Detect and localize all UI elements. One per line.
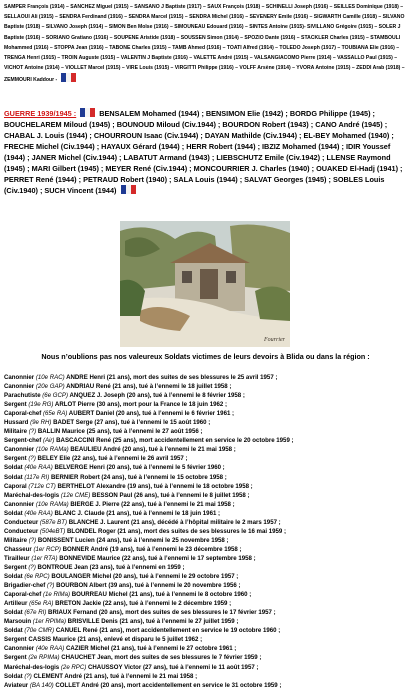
soldier-details: BONNER André (19 ans), tué à l’ennemi le 23 décembre 1958 ;	[60, 545, 242, 553]
top-names-text: SAMPER François (1914) – SANCHEZ Miguel (1915) – SANSANO J Baptiste (1917) – SAUX François (1918) – SCHINELLI Joseph (1916) – SEILLES Dominique (1918) – SELLAOUI Ali (1915) – SENDRA Ferdinand (1916) – SENDRA Marcel (1915) – SENDRA Michel (1916) – SEVENERY Emile (1916) – SIGWARTH Camille (1918) – SILVANO Baptiste (1918) – SILVANO Joseph (1914) – SIMON Ben Moïse (1916) – SIMOUNEAU Edouard (1916) – SINTES Antoine (1915)- SIVILLANO Grégoire (1915) – SOLER J Baptiste (1916) – SORIANO Gratiano (1916) – SOUPENE Aristide (1918) – SOUSSEN Simon (1914) – SPOZIO Dante (1916) – STACKLER Charles (1915) – STAMBOULI Mohammed (1916) – STOPPA Jean (1916) – TABONE Charles (1915) – TAMB Ahmed (1916) – TOATI Alfred (1914) – TOLEDO Joseph (1917) – TOUBIANA Elie (1916) – TRENGA Henri (1915) – TROIN Auguste (1915) – VALENTIN J Baptiste (1916) – VALETTE André (1915) – VALSANGIACOMO Pierre (1914) – VASSALLO Paul (1915) – VICHOT Antoine (1914) – VIOLLET Marcel (1915) – VIRE Louis (1915) – VIRGITTI Philippe (1916) – VOLFF Arsène (1914) – YVORA Antoine (1915) – ZEDDI Arab (1918) – ZEMMOURI Kaddour -	[4, 4, 405, 84]
soldier-unit: (6e RPC)	[22, 573, 50, 581]
memorial-photo	[120, 221, 290, 347]
soldier-unit: (12e CME)	[59, 491, 91, 499]
french-flag-icon	[61, 73, 76, 82]
soldier-rank: Marsouin	[4, 618, 32, 626]
soldier-unit: (?)	[22, 672, 32, 680]
soldier-unit: (?)	[27, 428, 37, 436]
soldier-unit: (65e RA)	[41, 410, 68, 418]
section-caption: Nous n’oublions pas nos valeureux Soldats victimes de leurs devoirs à Blida ou dans la région :	[41, 352, 370, 361]
soldier-rank: Sergent	[4, 636, 27, 644]
soldier-entry	[4, 554, 409, 563]
soldier-unit: (2e RPC)	[59, 663, 87, 671]
soldier-details: CAZIER Michel (21 ans), tué à l’ennemi le 27 octobre 1961 ;	[64, 645, 237, 653]
soldier-entry	[4, 536, 409, 545]
soldier-rank: Soldat	[4, 627, 23, 635]
soldier-rank: Caporal-chef	[4, 591, 42, 599]
soldier-details: BLANC J. Claude (21 ans), tué à l’ennemi le 18 juin 1961 ;	[52, 509, 221, 517]
soldier-details: BRISVILLE Denis (21 ans), tué à l’ennemi le 27 juillet 1959 ;	[65, 618, 239, 626]
soldier-unit: (?)	[27, 536, 37, 544]
soldier-entry	[4, 563, 409, 572]
soldier-details: BRETON Jackie (22 ans), tué à l’ennemi le 2 décembre 1959 ;	[53, 600, 232, 608]
soldier-rank: Soldat	[4, 573, 23, 581]
soldier-details: BONTROUE Jean (23 ans), tué à l’ennemi en 1959 ;	[35, 563, 185, 571]
soldier-unit: (BA 140)	[28, 681, 54, 689]
soldier-unit: (587e BT)	[38, 518, 67, 526]
soldier-unit: (?)	[26, 563, 36, 571]
soldier-entry	[4, 400, 409, 409]
french-flag-icon	[80, 108, 95, 117]
soldier-unit: (70e CMR)	[22, 627, 55, 635]
soldier-entry	[4, 473, 409, 482]
soldier-unit: (2e RPIMa)	[26, 654, 60, 662]
soldier-entry	[4, 617, 409, 626]
soldier-details: COLLET André (20 ans), mort accidentellement en service le 31 octobre 1959 ;	[53, 681, 282, 689]
photo-signature: Fourrier	[264, 337, 285, 343]
soldier-rank: Canonnier	[4, 500, 35, 508]
soldier-details: AUBERT Daniel (20 ans), tué à l’ennemi le 6 février 1961 ;	[67, 410, 235, 418]
soldier-entry	[4, 427, 409, 436]
soldier-details: BOURBON Albert (39 ans), tué à l’ennemi le 20 novembre 1956 ;	[54, 582, 241, 590]
soldier-details: BADET Serge (27 ans), tué à l’ennemi le 15 août 1960 ;	[51, 419, 211, 427]
soldier-unit: (?)	[26, 455, 36, 463]
soldier-entry	[4, 635, 409, 644]
soldier-rank: Sergent	[4, 455, 27, 463]
soldier-details: ANDRIAU René (21 ans), tué à l’ennemi le 18 juillet 1958 ;	[64, 383, 232, 391]
soldier-entry	[4, 418, 409, 427]
soldier-unit: (9e RH)	[28, 419, 52, 427]
ww2-section	[4, 108, 407, 196]
soldier-entry	[4, 518, 409, 527]
soldier-entry	[4, 491, 409, 500]
soldier-rank: Conducteur	[4, 527, 39, 535]
soldier-rank: Conducteur	[4, 518, 39, 526]
soldier-unit: (10e RAMa)	[34, 446, 69, 454]
ww2-title: GUERRE 1939/1945 :	[4, 109, 77, 118]
soldier-rank: Tirailleur	[4, 554, 30, 562]
soldier-rank: Caporal	[4, 482, 27, 490]
soldier-details: BELVERGE Henri (20 ans), tué à l’ennemi le 5 février 1960 ;	[52, 464, 225, 472]
soldier-unit: (Air)	[41, 437, 55, 445]
soldier-unit: (10e RAC)	[34, 374, 65, 381]
soldier-rank: Sergent-chef	[4, 437, 42, 445]
soldier-unit: (712e CT)	[26, 482, 56, 490]
soldier-details: BELEY Elie (22 ans), tué à l’ennemi le 26 avril 1957 ;	[35, 455, 188, 463]
soldier-entry	[4, 672, 409, 681]
soldier-unit: (?)	[45, 582, 55, 590]
soldier-details: BLONDEL Roger (21 ans), mort des suites de ses blessures le 16 mai 1959 ;	[65, 527, 287, 535]
soldier-entry	[4, 409, 409, 418]
soldier-unit: (6e GCP)	[40, 392, 69, 400]
soldier-rank: Soldat	[4, 473, 23, 481]
soldier-rank: Maréchal-des-logis	[4, 491, 60, 499]
soldier-rank: Maréchal-des-logis	[4, 663, 60, 671]
soldier-details: BONISSENT Lucien (24 ans), tué à l’ennemi le 25 novembre 1958 ;	[36, 536, 229, 544]
soldier-entry	[4, 681, 409, 690]
soldier-list	[4, 373, 409, 690]
soldier-details: CLEMENT André (21 ans), tué à l’ennemi le 21 mai 1958 ;	[31, 672, 198, 680]
soldier-unit: (40e RAA)	[22, 509, 53, 517]
soldier-rank: Militaire	[4, 428, 28, 436]
soldier-entry	[4, 626, 409, 635]
soldier-rank: Canonnier	[4, 645, 35, 653]
soldier-entry	[4, 500, 409, 509]
soldier-details: BRIAUX Fernand (20 ans), mort des suites de ses blessures le 17 février 1957 ;	[46, 609, 276, 617]
soldier-rank: Hussard	[4, 419, 29, 427]
soldier-unit: (19e RG)	[26, 401, 54, 409]
soldier-details: BLANCHE J. Laurent (21 ans), décédé à l’hôpital militaire le 2 mars 1957 ;	[67, 518, 281, 526]
soldier-rank: Chasseur	[4, 545, 32, 553]
soldier-details: BIERGE J. Pierre (22 ans), tué à l’ennemi le 21 mai 1958 ;	[68, 500, 235, 508]
soldier-entry	[4, 663, 409, 672]
soldier-entry	[4, 599, 409, 608]
soldier-entry	[4, 581, 409, 590]
soldier-entry	[4, 391, 409, 400]
soldier-rank: Soldat	[4, 509, 23, 517]
soldier-details: ANDRE Henri (21 ans), mort des suites de ses blessures le 25 avril 1957 ;	[64, 374, 278, 381]
soldier-details: BONNEVIDE Maurice (22 ans), tué à l’ennemi le 17 septembre 1958 ;	[57, 554, 256, 562]
soldier-entry	[4, 463, 409, 472]
soldier-details: CHAUSSOY Victor (27 ans), tué à l’ennemi le 11 août 1957 ;	[86, 663, 259, 671]
soldier-entry	[4, 482, 409, 491]
soldier-details: BERNIER Robert (24 ans), tué à l’ennemi le 15 octobre 1958 ;	[49, 473, 227, 481]
soldier-details: BOULANGER Michel (20 ans), tué à l’ennemi le 29 octobre 1957 ;	[49, 573, 239, 581]
ww2-names-text: BENSALEM Mohamed (1944) ; BENSIMON Elie (1942) ; BORDG Philippe (1945) ; BOUCHELAREM Miloud (1945) ; BOUNOUD Miloud (Civ.1944) ; BOURDON Robert (1943) ; CANO André (1945) ; CHABAL J. Louis (1944) ; CHOURROUN Isaac (Civ.1944) ; DAYAN Mathilde (Civ.1944) ; EL-BEY Mohamed (1940) ; FRECHE Michel (Civ.1944) ; HAYAUX Gérard (1944) ; HERR Robert (1944) ; IBZIZ Mohamed (1944) ; IDIR Youssef (1944) ; JANER Michel (Civ.1944) ; LABATUT Armand (1943) ; LIEBSCHUTZ Emile (Civ.1942) ; LLENSE Raymond (1945) ; MARI Gilbert (1945) ; MEYER René (Civ.1944) ; MONCOURRIER J. Charles (1940) ; OUAKED El-Hadj (1941) ; PERRET René (1944) ; PETRAUD Robert (1940) ; SALA Louis (1944) ; SALVAT Georges (1945) ; SOBLES Louis (Civ.1940) ; SUCH Vincent (1944)	[4, 109, 403, 195]
soldier-rank: Sergent	[4, 654, 27, 662]
soldier-rank: Aviateur	[4, 681, 29, 689]
soldier-entry	[4, 572, 409, 581]
soldier-unit: (20e GAP)	[34, 383, 65, 391]
soldier-details: CANUEL René (21 ans), mort accidentellement en service le 19 octobre 1960 ;	[54, 627, 281, 635]
soldier-unit: (40e RAA)	[22, 464, 53, 472]
soldier-entry	[4, 436, 409, 445]
soldier-entry	[4, 527, 409, 536]
soldier-rank: Canonnier	[4, 446, 35, 454]
soldier-entry	[4, 608, 409, 617]
soldier-rank: Brigadier-chef	[4, 582, 46, 590]
soldier-entry	[4, 545, 409, 554]
soldier-unit: (504eBT)	[38, 527, 66, 535]
civil-war-dead-list-1914-1918	[4, 2, 407, 86]
soldier-rank: Militaire	[4, 536, 28, 544]
soldier-entry	[4, 445, 409, 454]
soldier-entry	[4, 509, 409, 518]
soldier-rank: Artilleur	[4, 600, 28, 608]
soldier-details: BERTHELOT Alexandre (19 ans), tué à l’ennemi le 18 octobre 1958 ;	[55, 482, 253, 490]
soldier-entry	[4, 454, 409, 463]
soldier-rank: Canonnier	[4, 374, 35, 381]
soldier-rank: Canonnier	[4, 383, 35, 391]
soldier-rank: Soldat	[4, 464, 23, 472]
soldier-unit: (10e RAMa)	[34, 500, 69, 508]
soldier-unit: (1e RIMa)	[41, 591, 71, 599]
soldier-entry	[4, 653, 409, 662]
soldier-rank: Parachutiste	[4, 392, 41, 400]
soldier-details: ANQUEZ J. Joseph (20 ans), tué à l’ennemi le 8 février 1958 ;	[68, 392, 245, 400]
soldier-details: BALLIN Maurice (25 ans), tué à l’ennemi le 27 août 1956 ;	[36, 428, 203, 436]
soldier-unit: (1er RPIMa)	[31, 618, 66, 626]
soldier-unit: (67e RI)	[22, 609, 47, 617]
soldier-entry	[4, 590, 409, 599]
soldier-details: BOURREAU Michel (21 ans), tué à l’ennemi le 8 octobre 1960 ;	[70, 591, 252, 599]
soldier-rank: Soldat	[4, 609, 23, 617]
soldier-details: CASSIS Maurice (21 ans), enlevé et disparu le 5 juillet 1962 ;	[26, 636, 203, 644]
soldier-entry	[4, 644, 409, 653]
soldier-rank: Sergent	[4, 401, 27, 409]
soldier-unit: (1er RCP)	[31, 545, 61, 553]
soldier-entry	[4, 373, 409, 382]
soldier-unit: (117e RI)	[22, 473, 50, 481]
soldier-unit: (1er RTA)	[29, 554, 58, 562]
soldier-rank: Sergent	[4, 563, 27, 571]
soldier-details: ARLOT Pierre (30 ans), mort pour la France le 18 juin 1962 ;	[53, 401, 227, 409]
soldier-details: CHAUCHET Jean, mort des suites de ses blessures le 7 février 1959 ;	[59, 654, 262, 662]
soldier-unit: (65e RA)	[27, 600, 54, 608]
soldier-details: BASCACCINI René (25 ans), mort accidentellement en service le 20 octobre 1959 ;	[54, 437, 294, 445]
soldier-unit: (40e RAA)	[34, 645, 65, 653]
soldier-rank: Soldat	[4, 672, 23, 680]
soldier-details: BEAULIEU André (20 ans), tué à l’ennemi le 21 mai 1958 ;	[68, 446, 236, 454]
soldier-details: BESSON Paul (26 ans), tué à l’ennemi le 8 juillet 1958 ;	[90, 491, 250, 499]
soldier-entry	[4, 382, 409, 391]
soldier-rank: Caporal-chef	[4, 410, 42, 418]
french-flag-icon	[121, 185, 136, 194]
